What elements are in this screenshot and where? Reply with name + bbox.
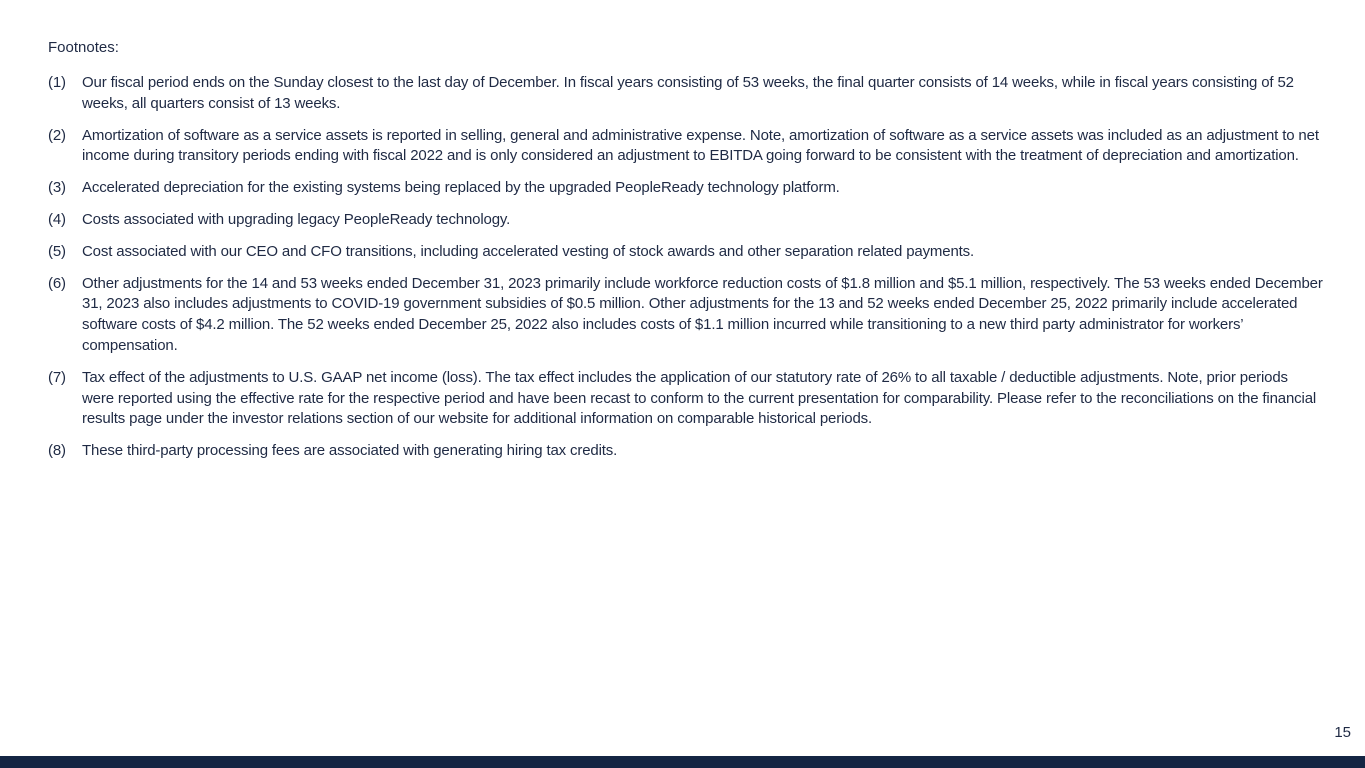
footnote-number: (5): [48, 242, 66, 260]
footnote-text: Other adjustments for the 14 and 53 weeks ended December 31, 2023 primarily include workforce reduction costs of $1.8 million and $5.1 million, respectively. The 53 weeks ended December 31, 2023 also includes adjustments to COVID-19 government subsidies of $0.5 million. Other adjustments for the 13 and 52 weeks ended December 25, 2022 primarily include accelerated software costs of $4.2 million. The 52 weeks ended December 25, 2022 also includes costs of $1.1 million incurred while transitioning to a new third party administrator for workers’ compensation.: [82, 274, 1323, 354]
footer-bar: [0, 756, 1365, 768]
footnote-item: [48, 242, 1323, 263]
footnote-text: Our fiscal period ends on the Sunday closest to the last day of December. In fiscal years consisting of 53 weeks, the final quarter consists of 14 weeks, while in fiscal years consisting of 52 weeks, all quarters consist of 13 weeks.: [82, 74, 1294, 112]
footnote-item: [48, 210, 1323, 231]
footnote-number: (2): [48, 126, 66, 144]
footnote-number: (1): [48, 74, 66, 91]
footnote-number: (4): [48, 210, 66, 228]
footnote-number: (7): [48, 368, 66, 386]
footnotes-heading: Footnotes:: [48, 39, 119, 56]
footnotes-list: [48, 73, 1323, 473]
footnote-item: [48, 178, 1323, 199]
footnote-item: [48, 73, 1323, 115]
footnote-text: Costs associated with upgrading legacy PeopleReady technology.: [82, 210, 511, 228]
page-number: 15: [1334, 724, 1351, 741]
footnote-number: (6): [48, 274, 66, 292]
footnote-text: Amortization of software as a service assets is reported in selling, general and administrative expense. Note, amortization of software as a service assets was included as an adjustment to net income during transitory periods ending with fiscal 2022 and is only considered an adjustment to EBITDA going forward to be consistent with the treatment of depreciation and amortization.: [82, 126, 1319, 165]
footnote-text: Tax effect of the adjustments to U.S. GAAP net income (loss). The tax effect includes the application of our statutory rate of 26% to all taxable / deductible adjustments. Note, prior periods were reported using the effective rate for the respective period and have been recast to conform to the current presentation for comparability. Please refer to the reconciliations on the financial results page under the investor relations section of our website for additional information on comparable historical periods.: [82, 368, 1317, 428]
footnote-item: [48, 126, 1323, 168]
footnote-number: (8): [48, 442, 66, 460]
footnote-text: These third-party processing fees are associated with generating hiring tax credits.: [82, 442, 618, 460]
footnote-item: [48, 368, 1323, 430]
footnote-text: Cost associated with our CEO and CFO transitions, including accelerated vesting of stock awards and other separation related payments.: [82, 242, 975, 260]
footnote-item: [48, 441, 1323, 462]
footnote-text: Accelerated depreciation for the existing systems being replaced by the upgraded PeopleReady technology platform.: [82, 179, 840, 197]
footnote-item: [48, 274, 1323, 357]
footnote-number: (3): [48, 179, 66, 197]
